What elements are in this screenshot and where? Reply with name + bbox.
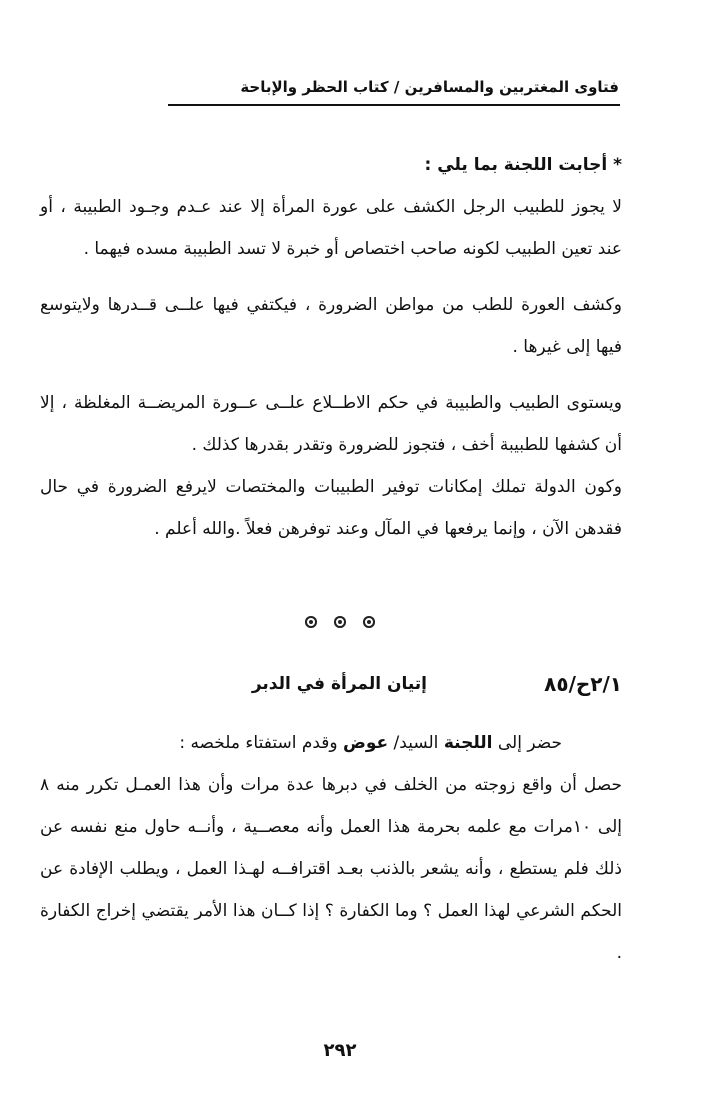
- running-header: فتاوى المغتربين والمسافرين / كتاب الحظر والإباحة: [240, 78, 619, 96]
- answer-paragraph: وكون الدولة تملك إمكانات توفير الطبيبات والمختصات لايرفع الضرورة في حال فقدهن الآن ، وإنما يرفعها في المآل وعند توفرهن فعلاً .والله أعلم .: [40, 477, 622, 539]
- answer-paragraph: لا يجوز للطبيب الرجل الكشف على عورة المرأة إلا عند عـدم وجـود الطبيبة ، أو عند تعين الطبيب لكونه صاحب اختصاص أو خبرة لا تسد الطبيبة مسده فيهما .: [40, 197, 622, 259]
- fatwa-number: ٢/١ح/٨٥: [544, 672, 622, 696]
- answer-paragraph: ويستوى الطبيب والطبيبة في حكم الاطــلاع علــى عــورة المريضــة المغلظة ، إلا أن كشفها للطبيبة أخف ، فتجوز للضرورة وتقدر بقدرها كذلك .: [40, 393, 622, 455]
- fatwa-intro: حضر إلى اللجنة السيد/ عوض وقدم استفتاء ملخصه :: [179, 733, 562, 753]
- fatwa-heading-row: [40, 672, 622, 708]
- header-divider: [168, 104, 620, 106]
- petitioner-name: عوض: [343, 733, 389, 753]
- ornament-dot-icon: [334, 616, 346, 628]
- page-number: ٢٩٢: [323, 1040, 357, 1061]
- fatwa-title: إتيان المرأة في الدبر: [251, 674, 427, 694]
- fatwa-body: [40, 722, 622, 974]
- ornament-dot-icon: [363, 616, 375, 628]
- answer-paragraph: وكشف العورة للطب من مواطن الضرورة ، فيكتفي فيها علــى قــدرها ولايتوسع فيها إلى غيرها .: [40, 295, 622, 357]
- committee-name: اللجنة: [443, 733, 493, 753]
- section-separator: [305, 612, 375, 632]
- ornament-dot-icon: [305, 616, 317, 628]
- committee-answer: [40, 144, 622, 550]
- answer-heading: * أجابت اللجنة بما يلي :: [424, 155, 622, 175]
- fatwa-question: حصل أن واقع زوجته من الخلف في دبرها عدة مرات وأن هذا العمـل تكرر منه ٨ إلى ١٠مرات مع علمه بحرمة هذا العمل وأنه معصــية ، وأنــه حاول منع نفسه عن ذلك فلم يستطع ، وأنه يشعر بالذنب بعـد اقترافــه لهـذا العمل ، ويطلب الإفادة عن الحكم الشرعي لهذا العمل ؟ وما الكفارة ؟ إذا كــان هذا الأمر يقتضي إخراج الكفارة .: [40, 775, 622, 963]
